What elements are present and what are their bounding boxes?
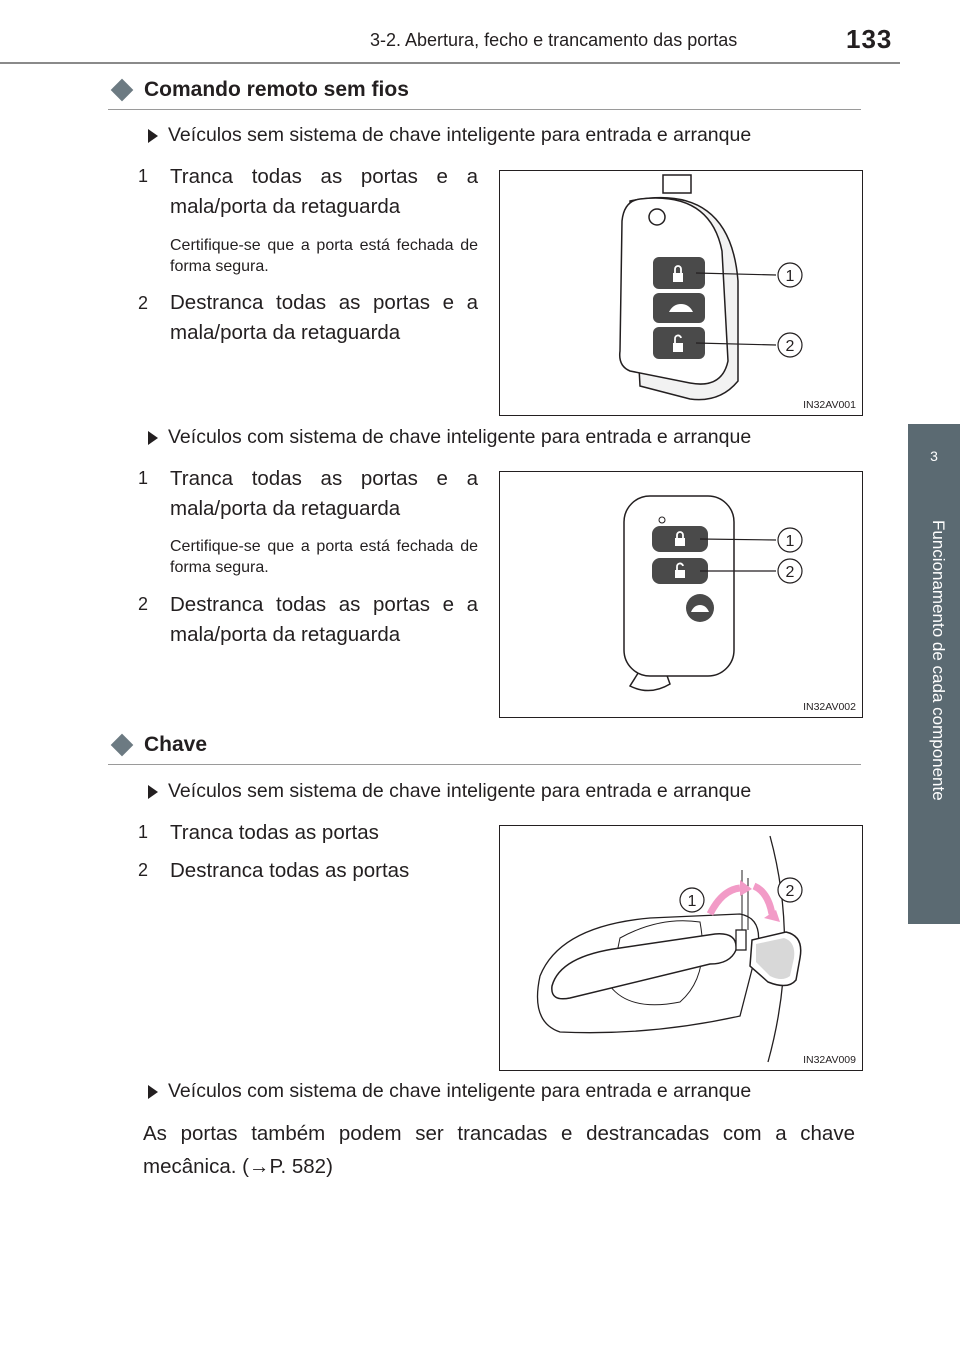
triangle-bullet-icon [148,129,158,143]
item-number: 2 [138,860,149,880]
item-note: Certifique-se que a porta está fechada de forma segura. [170,237,478,275]
subheading [148,1080,751,1103]
chapter-number: 3 [930,448,938,464]
item-text: Tranca todas as portas e a mala/porta da retaguarda [170,165,478,218]
header-rule [0,62,900,64]
running-header: 3-2. Abertura, fecho e trancamento das portas [370,30,738,50]
lock-direction-arrow [710,888,740,914]
figure-flip-key-remote [499,170,863,416]
triangle-bullet-icon [148,1085,158,1099]
unlock-direction-arrow [754,886,772,914]
section-title-text: Comando remoto sem fios [144,78,409,101]
subheading-text: Veículos sem sistema de chave inteligente para entrada e arranque [168,780,752,802]
triangle-bullet-icon [148,785,158,799]
item-number: 1 [138,468,149,488]
body-paragraph: As portas também podem ser trancadas e destrancadas com a chave mecânica. (→P. 582) [143,1122,855,1178]
smart-key-illustration [500,472,862,717]
item-text: Destranca todas as portas [170,859,410,882]
figure-code: IN32AV001 [803,399,856,411]
subheading [148,780,751,803]
section-rule [108,764,861,765]
subheading-text: Veículos com sistema de chave inteligente para entrada e arranque [168,1080,752,1102]
figure-door-key [499,825,863,1071]
callout-label: 2 [785,883,795,900]
item-text: Destranca todas as portas e a mala/porta da retaguarda [170,291,478,344]
subheading-text: Veículos com sistema de chave inteligente para entrada e arranque [168,426,752,448]
callout-label: 2 [785,564,795,581]
callout-label: 1 [687,893,697,910]
section-rule [108,109,861,110]
callout-label: 1 [785,533,795,550]
triangle-bullet-icon [148,431,158,445]
flip-key-illustration [500,171,862,415]
item-number: 2 [138,293,149,313]
subheading-text: Veículos sem sistema de chave inteligente para entrada e arranque [168,124,752,146]
chapter-label: Funcionamento de cada componente [929,520,948,801]
figure-code: IN32AV009 [803,1054,856,1066]
item-text: Tranca todas as portas [170,821,379,844]
item-text: Destranca todas as portas e a mala/porta da retaguarda [170,593,478,646]
door-key-illustration [500,826,862,1070]
section-title-key [108,733,207,757]
subheading [148,124,751,147]
item-number: 1 [138,822,149,842]
diamond-bullet-icon [111,79,134,102]
callout-label: 2 [785,338,795,355]
figure-smart-key-remote [499,471,863,718]
item-number: 2 [138,594,149,614]
diamond-bullet-icon [111,734,134,757]
section-title-text: Chave [144,733,208,756]
figure-code: IN32AV002 [803,701,856,713]
subheading [148,426,751,449]
item-text: Tranca todas as portas e a mala/porta da retaguarda [170,467,478,520]
section-title-remote [108,78,409,102]
callout-label: 1 [785,268,795,285]
item-number: 1 [138,166,149,186]
page-number: 133 [846,24,893,54]
item-note: Certifique-se que a porta está fechada de forma segura. [170,538,478,576]
